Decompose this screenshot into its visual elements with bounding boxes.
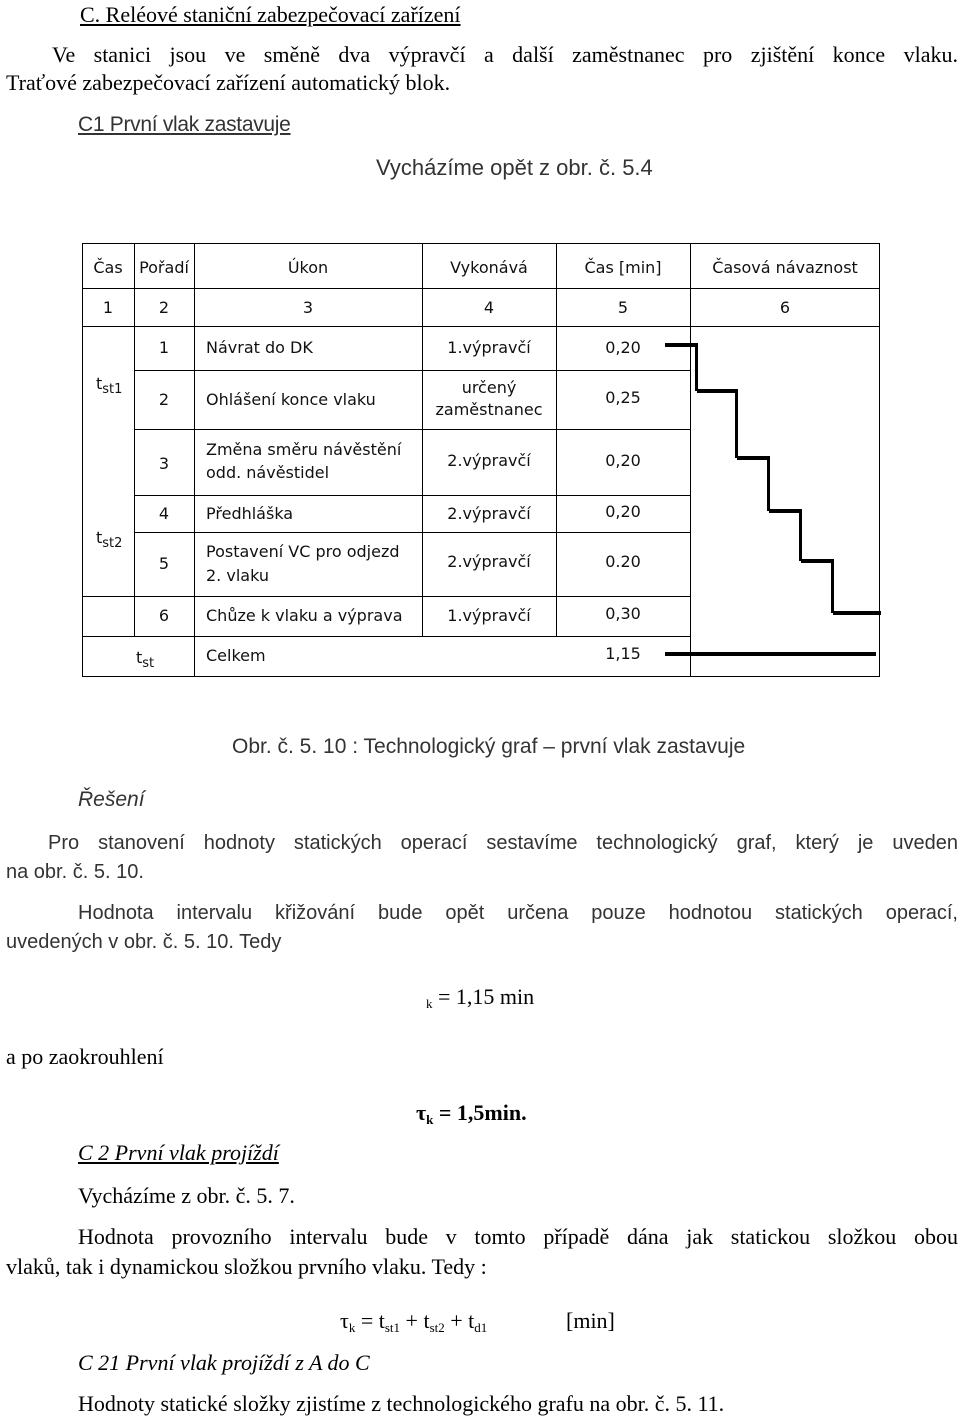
intro-line-2: Traťové zabezpečovací zařízení automatický blok. [6, 70, 451, 95]
header-ukon: Úkon [287, 258, 329, 277]
row-performer: 2.výpravčí [447, 451, 531, 470]
staircase-connector [799, 509, 802, 561]
section-title: C. Reléové staniční zabezpečovací zařízení [80, 2, 461, 27]
staircase-connector [695, 343, 698, 391]
paragraph-1-line-2: na obr. č. 5. 10. [6, 861, 144, 883]
start-reference: Vycházíme opět z obr. č. 5.4 [376, 155, 653, 180]
row-performer: 2.výpravčí [447, 504, 531, 523]
total-time: 1,15 [605, 644, 641, 663]
row-order: 5 [158, 554, 170, 573]
staircase-connector [767, 456, 770, 511]
staircase-step [801, 559, 833, 563]
row-task: Chůze k vlaku a výprava [206, 606, 403, 625]
equation-k-value: $_k$ = 1,15 min [426, 984, 535, 1011]
row-performer: 1.výpravčí [447, 338, 531, 357]
group-label-tst1: $t_{st1}$ [96, 374, 123, 397]
intro-line-1: Ve stanici jsou ve směně dva výpravčí a další zaměstnanec pro zjištění konce vlaku. [52, 42, 958, 67]
equation-tau-rounded: $\tau_k = 1,5\min$. [416, 1100, 527, 1127]
equation-unit: [min] [566, 1308, 615, 1333]
row-performer-2: zaměstnanec [435, 400, 543, 419]
equation-tau-sum: $\tau_k = t_{st1} + t_{st2} + t_{d1}$ [340, 1308, 488, 1335]
row-order: 2 [158, 390, 170, 409]
row-task: Postavení VC pro odjezd [206, 542, 400, 561]
row-order: 4 [158, 504, 170, 523]
paragraph-3-line-2: vlaků, tak i dynamickou složkou prvního vlaku. Tedy : [6, 1254, 487, 1279]
c2-reference: Vycházíme z obr. č. 5. 7. [78, 1183, 295, 1208]
header-cas-min: Čas [min] [584, 258, 662, 277]
column-number: 4 [483, 298, 495, 317]
row-task-2: 2. vlaku [206, 566, 269, 585]
row-performer: 2.výpravčí [447, 552, 531, 571]
row-time: 0,20 [605, 502, 641, 521]
staircase-step [833, 611, 881, 615]
row-time: 0,30 [605, 604, 641, 623]
c1-heading: C1 První vlak zastavuje [78, 113, 291, 136]
header-poradi: Pořadí [139, 258, 189, 277]
staircase-step [697, 389, 737, 393]
row-task: Změna směru návěstění [206, 440, 402, 459]
column-number: 2 [158, 298, 170, 317]
rounding-text: a po zaokrouhlení [6, 1044, 164, 1069]
figure-caption: Obr. č. 5. 10 : Technologický graf – první vlak zastavuje [232, 735, 746, 758]
c21-heading: C 21 První vlak projíždí z A do C [78, 1350, 370, 1375]
header-casova-navaznost: Časová návaznost [712, 258, 858, 277]
row-performer: určený [461, 378, 517, 397]
staircase-connector [831, 559, 834, 613]
solution-heading: Řešení [78, 788, 145, 811]
row-task-2: odd. návěstidel [206, 463, 330, 482]
c2-heading: C 2 První vlak projíždí [78, 1140, 279, 1165]
staircase-total [665, 652, 876, 656]
staircase-step [769, 509, 801, 513]
column-number: 3 [302, 298, 314, 317]
row-task: Návrat do DK [206, 338, 313, 357]
header-cas: Čas [93, 258, 123, 277]
group-label-tst2: $t_{st2}$ [96, 528, 123, 551]
row-time: 0.20 [605, 552, 641, 571]
row-order: 3 [158, 454, 170, 473]
header-vykonava: Vykonává [450, 258, 528, 277]
row-performer: 1.výpravčí [447, 606, 531, 625]
paragraph-1-line-1: Pro stanovení hodnoty statických operací sestavíme technologický graf, který je uveden [48, 832, 958, 854]
row-task: Předhláška [206, 504, 294, 523]
paragraph-3-line-1: Hodnota provozního intervalu bude v tomto případě dána jak statickou složkou obou [78, 1224, 958, 1249]
row-time: 0,20 [605, 338, 641, 357]
column-number: 5 [617, 298, 629, 317]
group-label-tst: $t_{st}$ [136, 648, 155, 671]
last-line: Hodnoty statické složky zjistíme z technologického grafu na obr. č. 5. 11. [78, 1391, 725, 1416]
column-number: 6 [779, 298, 791, 317]
staircase-connector [735, 389, 738, 458]
total-label: Celkem [206, 646, 266, 665]
staircase-step [665, 343, 697, 347]
row-order: 1 [158, 338, 170, 357]
column-number: 1 [102, 298, 114, 317]
paragraph-2-line-1: Hodnota intervalu křižování bude opět určena pouze hodnotou statických operací, [78, 902, 958, 924]
row-order: 6 [158, 606, 170, 625]
paragraph-2-line-2: uvedených v obr. č. 5. 10. Tedy [6, 931, 282, 953]
row-task: Ohlášení konce vlaku [206, 390, 376, 409]
technology-graph-table [82, 243, 880, 677]
staircase-step [737, 456, 769, 460]
row-time: 0,20 [605, 451, 641, 470]
row-time: 0,25 [605, 388, 641, 407]
